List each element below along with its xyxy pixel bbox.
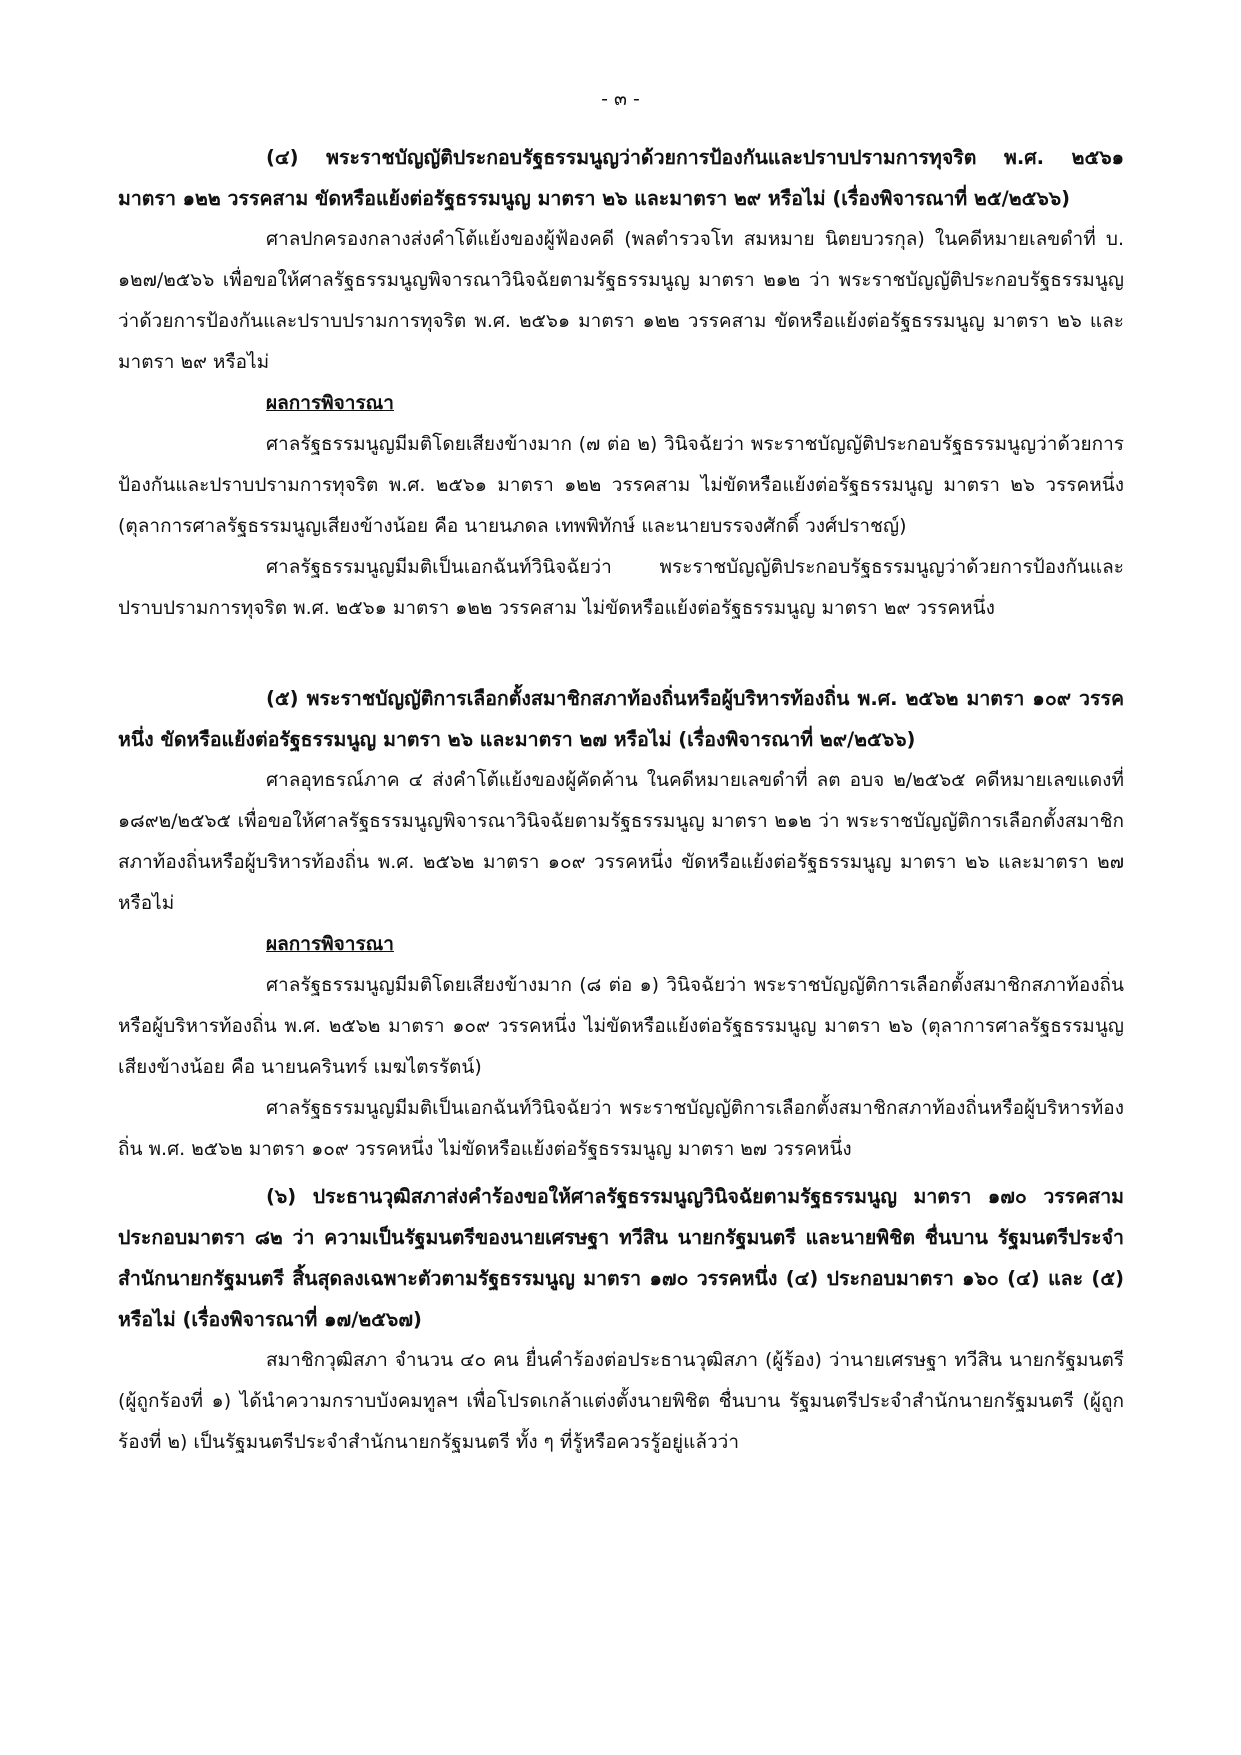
section-heading-text: (๔) พระราชบัญญัติประกอบรัฐธรรมนูญว่าด้วยการป้องกันและปราบปรามการทุจริต พ.ศ. ๒๕๖๑ มาตรา ๑๒๒ วรรคสาม ขัดหรือแย้งต่อรัฐธรรมนูญ มาตรา ๒๖ และมาตรา ๒๙ หรือไม่ (เรื่องพิจารณาที่ ๒๕/๒๕๖๖) <box>118 146 1124 210</box>
result-paragraph-1 <box>118 965 1124 1088</box>
section-heading <box>118 137 1124 219</box>
section-intro <box>118 760 1124 924</box>
section-heading-text: (๖) ประธานวุฒิสภาส่งคำร้องขอให้ศาลรัฐธรรมนูญวินิจฉัยตามรัฐธรรมนูญ มาตรา ๑๗๐ วรรคสาม ประกอบมาตรา ๘๒ ว่า ความเป็นรัฐมนตรีของนายเศรษฐา ทวีสิน นายกรัฐมนตรี และนายพิชิต ชื่นบาน รัฐมนตรีประจำสำนักนายกรัฐมนตรี สิ้นสุดลงเฉพาะตัวตามรัฐธรรมนูญ มาตรา ๑๗๐ วรรคหนึ่ง (๔) ประกอบมาตรา ๑๖๐ (๔) และ (๕) หรือไม่ (เรื่องพิจารณาที่ ๑๗/๒๕๖๗) <box>118 1185 1124 1331</box>
result-paragraph-2-text: ศาลรัฐธรรมนูญมีมติเป็นเอกฉันท์วินิจฉัยว่า พระราชบัญญัติประกอบรัฐธรรมนูญว่าด้วยการป้องกันและปราบปรามการทุจริต พ.ศ. ๒๕๖๑ มาตรา ๑๒๒ วรรคสาม ไม่ขัดหรือแย้งต่อรัฐธรรมนูญ มาตรา ๒๙ วรรคหนึ่ง <box>118 556 1124 619</box>
section-4 <box>118 137 1124 629</box>
result-label: ผลการพิจารณา <box>266 392 394 414</box>
section-intro-text: ศาลปกครองกลางส่งคำโต้แย้งของผู้ฟ้องคดี (พลตำรวจโท สมหมาย นิตยบวรกุล) ในคดีหมายเลขดำที่ บ. ๑๒๗/๒๕๖๖ เพื่อขอให้ศาลรัฐธรรมนูญพิจารณาวินิจฉัยตามรัฐธรรมนูญ มาตรา ๒๑๒ ว่า พระราชบัญญัติประกอบรัฐธรรมนูญว่าด้วยการป้องกันและปราบปรามการทุจริต พ.ศ. ๒๕๖๑ มาตรา ๑๒๒ วรรคสาม ขัดหรือแย้งต่อรัฐธรรมนูญ มาตรา ๒๖ และมาตรา ๒๙ หรือไม่ <box>118 228 1124 373</box>
section-intro <box>118 1340 1124 1463</box>
section-intro <box>118 219 1124 383</box>
result-paragraph-1 <box>118 424 1124 547</box>
section-5 <box>118 678 1124 1170</box>
section-intro-text: ศาลอุทธรณ์ภาค ๔ ส่งคำโต้แย้งของผู้คัดค้าน ในคดีหมายเลขดำที่ ลต อบจ ๒/๒๕๖๕ คดีหมายเลขแดงที่ ๑๘๙๒/๒๕๖๕ เพื่อขอให้ศาลรัฐธรรมนูญพิจารณาวินิจฉัยตามรัฐธรรมนูญ มาตรา ๒๑๒ ว่า พระราชบัญญัติการเลือกตั้งสมาชิกสภาท้องถิ่นหรือผู้บริหารท้องถิ่น พ.ศ. ๒๕๖๒ มาตรา ๑๐๙ วรรคหนึ่ง ขัดหรือแย้งต่อรัฐธรรมนูญ มาตรา ๒๖ และมาตรา ๒๗ หรือไม่ <box>118 769 1124 914</box>
result-paragraph-2-text: ศาลรัฐธรรมนูญมีมติเป็นเอกฉันท์วินิจฉัยว่า พระราชบัญญัติการเลือกตั้งสมาชิกสภาท้องถิ่นหรือผู้บริหารท้องถิ่น พ.ศ. ๒๕๖๒ มาตรา ๑๐๙ วรรคหนึ่ง ไม่ขัดหรือแย้งต่อรัฐธรรมนูญ มาตรา ๒๗ วรรคหนึ่ง <box>118 1097 1124 1160</box>
section-heading <box>118 1176 1124 1340</box>
page-number: - ๓ - <box>601 88 640 110</box>
result-label: ผลการพิจารณา <box>266 933 394 955</box>
result-paragraph-1-text: ศาลรัฐธรรมนูญมีมติโดยเสียงข้างมาก (๘ ต่อ ๑) วินิจฉัยว่า พระราชบัญญัติการเลือกตั้งสมาชิกสภาท้องถิ่นหรือผู้บริหารท้องถิ่น พ.ศ. ๒๕๖๒ มาตรา ๑๐๙ วรรคหนึ่ง ไม่ขัดหรือแย้งต่อรัฐธรรมนูญ มาตรา ๒๖ (ตุลาการศาลรัฐธรรมนูญเสียงข้างน้อย คือ นายนครินทร์ เมฆไตรรัตน์) <box>118 974 1124 1078</box>
section-heading <box>118 678 1124 760</box>
result-paragraph-2 <box>118 547 1124 629</box>
result-paragraph-1-text: ศาลรัฐธรรมนูญมีมติโดยเสียงข้างมาก (๗ ต่อ ๒) วินิจฉัยว่า พระราชบัญญัติประกอบรัฐธรรมนูญว่าด้วยการป้องกันและปราบปรามการทุจริต พ.ศ. ๒๕๖๑ มาตรา ๑๒๒ วรรคสาม ไม่ขัดหรือแย้งต่อรัฐธรรมนูญ มาตรา ๒๖ วรรคหนึ่ง (ตุลาการศาลรัฐธรรมนูญเสียงข้างน้อย คือ นายนภดล เทพพิทักษ์ และนายบรรจงศักดิ์ วงศ์ปราชญ์) <box>118 433 1124 537</box>
section-heading-text: (๕) พระราชบัญญัติการเลือกตั้งสมาชิกสภาท้องถิ่นหรือผู้บริหารท้องถิ่น พ.ศ. ๒๕๖๒ มาตรา ๑๐๙ วรรคหนึ่ง ขัดหรือแย้งต่อรัฐธรรมนูญ มาตรา ๒๖ และมาตรา ๒๗ หรือไม่ (เรื่องพิจารณาที่ ๒๙/๒๕๖๖) <box>118 687 1124 751</box>
result-paragraph-2 <box>118 1088 1124 1170</box>
section-6 <box>118 1176 1124 1463</box>
section-intro-text: สมาชิกวุฒิสภา จำนวน ๔๐ คน ยื่นคำร้องต่อประธานวุฒิสภา (ผู้ร้อง) ว่านายเศรษฐา ทวีสิน นายกรัฐมนตรี (ผู้ถูกร้องที่ ๑) ได้นำความกราบบังคมทูลฯ เพื่อโปรดเกล้าแต่งตั้งนายพิชิต ชื่นบาน รัฐมนตรีประจำสำนักนายกรัฐมนตรี (ผู้ถูกร้องที่ ๒) เป็นรัฐมนตรีประจำสำนักนายกรัฐมนตรี ทั้ง ๆ ที่รู้หรือควรรู้อยู่แล้วว่า <box>118 1349 1124 1453</box>
